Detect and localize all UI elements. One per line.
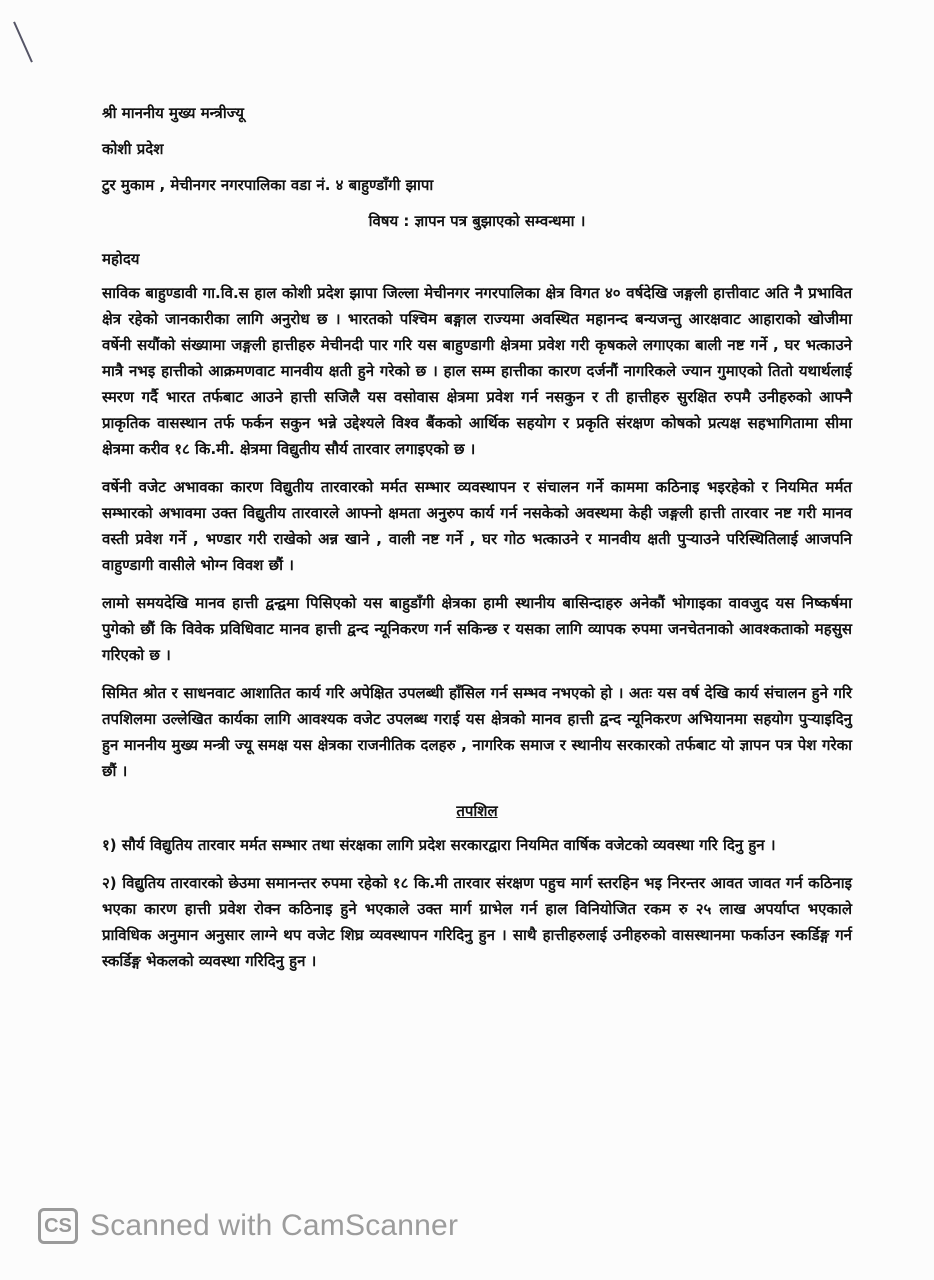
item-2: २) विद्युतिय तारवारको छेउमा समानन्तर रुपमा रहेको १८ कि.मी तारवार संरक्षण पहुच मार्ग स्तरहिन भइ निरन्तर आवत जावत गर्न कठिनाइ भएका कारण हात्ती प्रवेश रोक्न कठिनाइ हुने भएकाले उक्त मार्ग ग्राभेल गर्न हाल विनियोजित रकम रु २५ लाख अपर्याप्त भएकाले प्राविधिक अनुमान अनुसार लाग्ने थप वजेट शिघ्र व्यवस्थापन गरिदिनु हुन । साथै हात्तीहरुलाई उनीहरुको वासस्थानमा फर्काउन स्कर्डिङ्ग गर्न स्कर्डिङ्ग भेकलको व्यवस्था गरिदिनु हुन ।: [102, 874, 852, 970]
province: कोशी प्रदेश: [102, 140, 164, 158]
letter-body: [102, 100, 852, 986]
section-title: तपशिल: [456, 802, 498, 820]
paragraph-4: सिमित श्रोत र साधनवाट आशातित कार्य गरि अपेक्षित उपलब्धी हाँसिल गर्न सम्भव नभएको हो । अतः यस वर्ष देखि कार्य संचालन हुने गरि तपशिलमा उल्लेखित कार्यका लागि आवश्यक वजेट उपलब्ध गराई यस क्षेत्रको मानव हात्ती द्वन्द न्यूनिकरण अभियानमा सहयोग पुर्‍याइदिनु हुन माननीय मुख्य मन्त्री ज्यू समक्ष यस क्षेत्रका राजनीतिक दलहरु , नागरिक समाज र स्थानीय सरकारको तर्फबाट यो ज्ञापन पत्र पेश गरेका छौं ।: [102, 684, 852, 780]
addressee: श्री माननीय मुख्य मन्त्रीज्यू: [102, 104, 244, 122]
pen-mark: [13, 21, 33, 62]
paragraph-3: लामो समयदेखि मानव हात्ती द्वन्द्वमा पिसिएको यस बाहुडाँगी क्षेत्रका हामी स्थानीय बासिन्दाहरु अनेकौं भोगाइका वावजुद यस निष्कर्षमा पुगेको छौं कि विवेक प्रविधिवाट मानव हात्ती द्वन्द न्यूनिकरण गर्न सकिन्छ र यसका लागि व्यापक रुपमा जनचेतनाको आवश्कताको महसुस गरिएको छ ।: [102, 594, 852, 664]
salutation: महोदय: [102, 250, 140, 268]
item-1: १) सौर्य विद्युतिय तारवार मर्मत सम्भार तथा संरक्षका लागि प्रदेश सरकारद्वारा नियमित वार्षिक वजेटको व्यवस्था गरि दिनु हुन ।: [102, 836, 776, 854]
camscanner-logo-icon: CS: [38, 1208, 78, 1244]
camscanner-watermark: [38, 1206, 458, 1246]
subject-line: विषय : ज्ञापन पत्र बुझाएको सम्वन्धमा ।: [368, 212, 586, 230]
location: टुर मुकाम , मेचीनगर नगरपालिका वडा नं. ४ बाहुण्डाँगी झापा: [102, 176, 434, 194]
watermark-text: Scanned with CamScanner: [90, 1209, 459, 1242]
paragraph-1: साविक बाहुण्डावी गा.वि.स हाल कोशी प्रदेश झापा जिल्ला मेचीनगर नगरपालिका क्षेत्र विगत ४० वर्षदेखि जङ्गली हात्तीवाट अति नै प्रभावित क्षेत्र रहेको जानकारीका लागि अनुरोध छ । भारतको पश्चिम बङ्गाल राज्यमा अवस्थित महानन्द बन्यजन्तु आरक्षवाट आहाराको खोजीमा वर्षेनी सयौंको संख्यामा जङ्गली हात्तीहरु मेचीनदी पार गरि यस बाहुण्डागी क्षेत्रमा प्रवेश गरी कृषकले लगाएका बाली नष्ट गर्ने , घर भत्काउने मात्रै नभइ हात्तीको आक्रमणवाट मानवीय क्षती हुने गरेको छ । हाल सम्म हात्तीका कारण दर्जनौं नागरिकले ज्यान गुमाएको तितो यथार्थलाई स्मरण गर्दै भारत तर्फबाट आउने हात्ती सजिलै यस वसोवास क्षेत्रमा प्रवेश गर्न नसकुन र ती हात्तीहरु सुरक्षित रुपमै उनीहरुको आफ्नै प्राकृतिक वासस्थान तर्फ फर्कन सकुन भन्ने उद्देश्यले विश्व बैंकको आर्थिक सहयोग र प्रकृति संरक्षण कोषको प्रत्यक्ष सहभागितामा सीमा क्षेत्रमा करीव १८ कि.मी. क्षेत्रमा विद्युतीय सौर्य तारवार लगाइएको छ ।: [102, 284, 852, 458]
paragraph-2: वर्षेनी वजेट अभावका कारण विद्युतीय तारवारको मर्मत सम्भार व्यवस्थापन र संचालन गर्ने काममा कठिनाइ भइरहेको र नियमित मर्मत सम्भारको अभावमा उक्त विद्युतीय तारवारले आफ्नो क्षमता अनुरुप कार्य गर्न नसकेको अवस्थमा केही जङ्गली हात्ती तारवार नष्ट गरी मानव वस्ती प्रवेश गर्ने , भण्डार गरी राखेको अन्न खाने , वाली नष्ट गर्ने , घर गोठ भत्काउने र मानवीय क्षती पुर्‍याउने परिस्थितिलाई आजपनि वाहुण्डागी वासीले भोग्न विवश छौं ।: [102, 478, 852, 574]
